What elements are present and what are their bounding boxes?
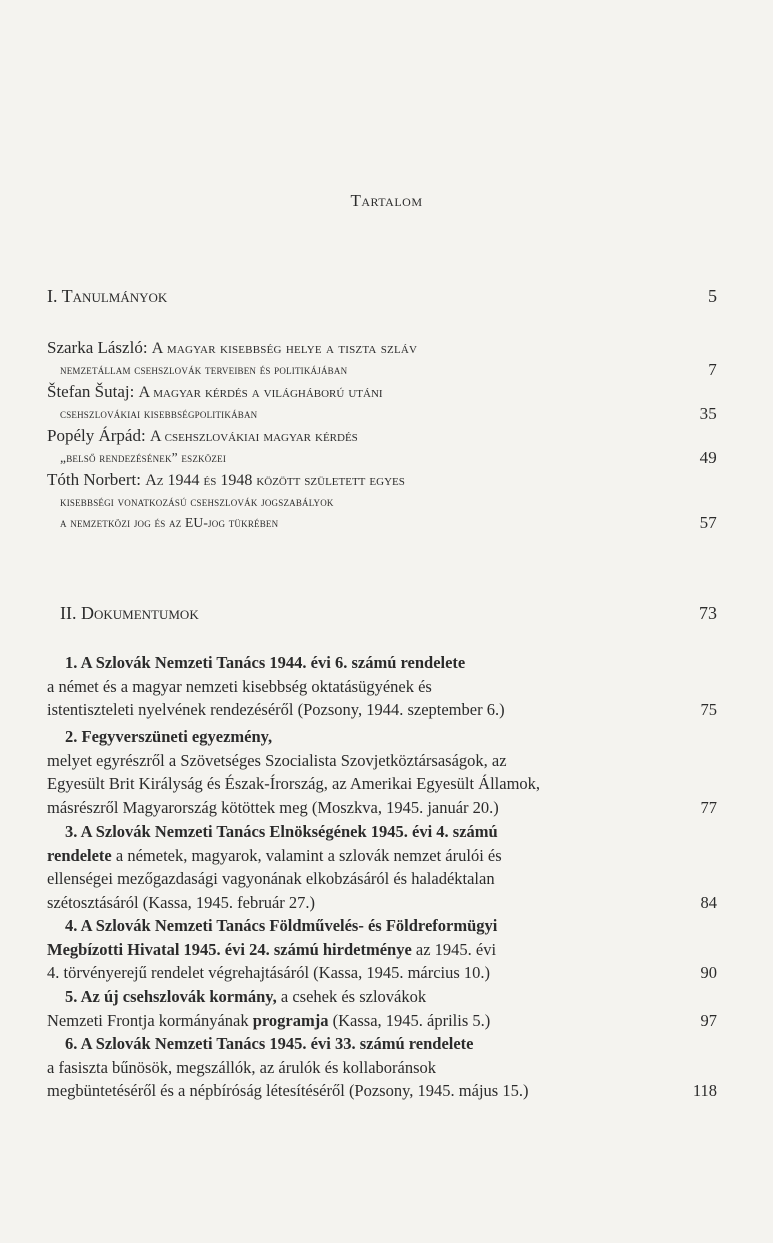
toc-entry-popely	[47, 425, 717, 468]
entry-title-line: „belső rendezésének” eszközei	[60, 450, 227, 465]
toc-document-2	[47, 725, 717, 819]
toc-entry-sutaj	[47, 381, 717, 424]
author: Szarka László:	[47, 338, 148, 357]
page-number: 73	[699, 603, 717, 623]
document-text: istentiszteleti nyelvének rendezéséről (Pozsony, 1944. szeptember 6.)	[47, 700, 505, 719]
page-number: 57	[699, 513, 717, 532]
section-documents-heading	[47, 603, 717, 624]
page-number: 75	[700, 700, 717, 719]
document-text: 4. törvényerejű rendelet végrehajtásáról (Kassa, 1945. március 10.)	[47, 963, 491, 982]
page-number: 35	[699, 404, 717, 423]
document-text: (Kassa, 1945. április 5.)	[328, 1010, 491, 1030]
toc-document-1	[47, 651, 717, 722]
section-label: I. Tanulmányok	[47, 286, 168, 306]
page-number: 77	[700, 797, 717, 817]
author: Tóth Norbert:	[47, 470, 141, 489]
page-number: 118	[692, 1081, 717, 1100]
document-title: 5. Az új csehszlovák kormány,	[65, 987, 277, 1006]
document-text: másrészről Magyarország kötöttek meg (Moszkva, 1945. január 20.)	[47, 797, 499, 817]
document-title: 1. A Szlovák Nemzeti Tanács 1944. évi 6. számú rendelete	[65, 653, 466, 672]
entry-title-line: kisebbségi vonatkozású csehszlovák jogszabályok	[60, 494, 334, 509]
entry-title-line: A magyar kisebbség helye a tiszta szláv	[151, 340, 418, 357]
entry-title-line: Az 1944 és 1948 között született egyes	[145, 472, 405, 489]
document-text: a németek, magyarok, valamint a szlovák nemzet árulói és	[111, 845, 502, 865]
entry-title-line: A csehszlovákiai magyar kérdés	[149, 428, 358, 445]
toc-document-3	[47, 820, 717, 914]
page-number: 7	[708, 360, 717, 379]
page-number: 97	[700, 1010, 717, 1030]
document-text: a fasiszta bűnösök, megszállók, az árulók és kollaboránsok	[47, 1057, 437, 1077]
document-title: rendelete	[47, 845, 112, 865]
toc-document-6	[47, 1032, 717, 1103]
document-text: Egyesült Brit Királyság és Észak-Írország, az Amerikai Egyesült Államok,	[47, 774, 541, 793]
entry-title-line: A magyar kérdés a világháború utáni	[138, 384, 383, 401]
toc-document-4	[47, 914, 717, 985]
author: Popély Árpád:	[47, 426, 146, 445]
document-title: 6. A Szlovák Nemzeti Tanács 1945. évi 33. számú rendelete	[65, 1034, 474, 1053]
document-text: ellenségei mezőgazdasági vagyonának elkobzásáról és haladéktalan	[47, 869, 495, 888]
page-number: 5	[708, 286, 717, 306]
document-title: 2. Fegyverszüneti egyezmény,	[65, 727, 273, 746]
document-text: az 1945. évi	[411, 939, 497, 959]
entry-title-line: csehszlovákiai kisebbségpolitikában	[60, 406, 258, 421]
document-title: 4. A Szlovák Nemzeti Tanács Földművelés- és Földreformügyi	[65, 916, 498, 935]
page-number: 84	[700, 892, 717, 912]
toc-entry-toth	[47, 469, 717, 533]
document-text: a német és a magyar nemzeti kisebbség oktatásügyének és	[47, 676, 432, 696]
author: Štefan Šutaj:	[47, 382, 135, 401]
page-number: 49	[699, 448, 717, 467]
section-studies-heading	[47, 286, 717, 307]
document-title: programja	[252, 1010, 329, 1030]
document-text: melyet egyrészről a Szövetséges Szocialista Szovjetköztársaságok, az	[47, 750, 507, 770]
entry-title-line: nemzetállam csehszlovák terveiben és politikájában	[60, 362, 348, 377]
document-text: megbüntetéséről és a népbíróság létesítéséről (Pozsony, 1945. május 15.)	[47, 1081, 529, 1100]
document-text: szétosztásáról (Kassa, 1945. február 27.)	[47, 892, 316, 912]
document-title: 3. A Szlovák Nemzeti Tanács Elnökségének 1945. évi 4. számú	[65, 822, 498, 841]
page-number: 90	[700, 963, 717, 982]
toc-entry-szarka	[47, 337, 717, 380]
entry-title-line: a nemzetközi jog és az EU-jog tükrében	[60, 515, 279, 530]
section-label: II. Dokumentumok	[60, 603, 199, 623]
document-text: a csehek és szlovákok	[276, 987, 427, 1006]
toc-document-5	[47, 985, 717, 1032]
page-title: Tartalom	[350, 191, 423, 210]
document-title: Megbízotti Hivatal 1945. évi 24. számú hirdetménye	[47, 939, 412, 959]
document-text: Nemzeti Frontja kormányának	[47, 1010, 253, 1030]
